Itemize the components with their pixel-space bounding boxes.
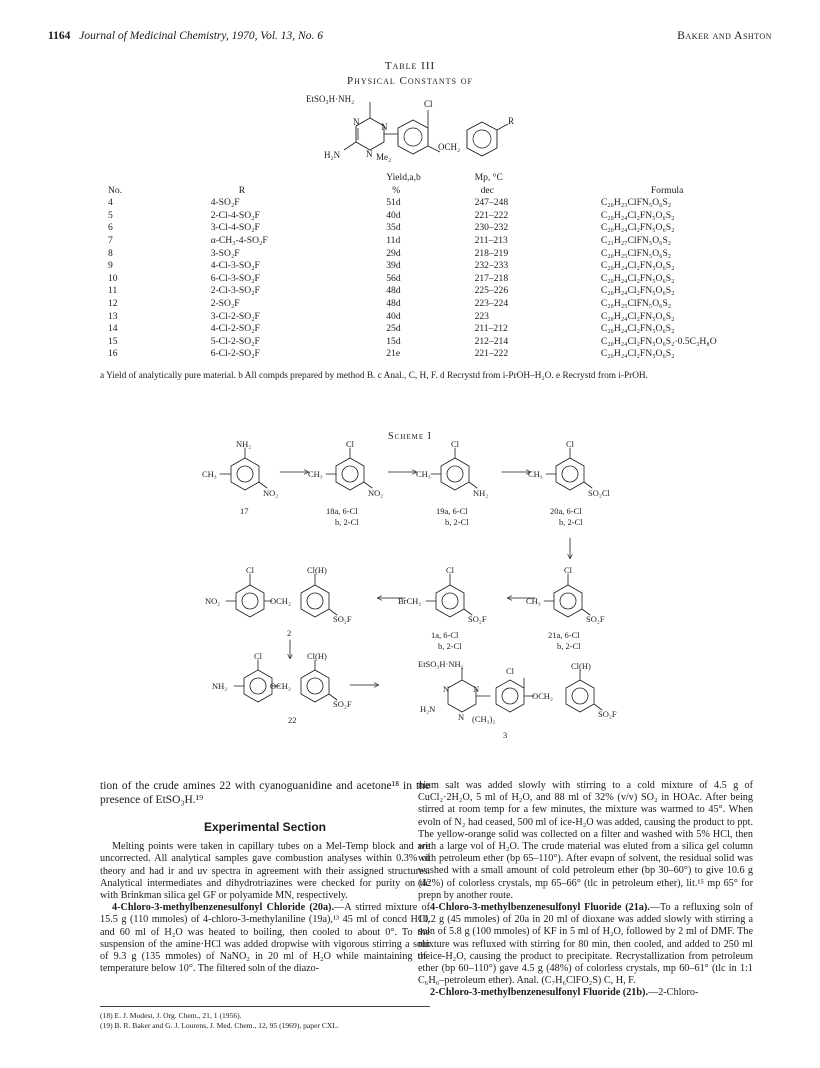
yield-header-1: Yield,a,b (386, 172, 421, 183)
row-no: 10 (108, 272, 118, 284)
row-yield: 48d (386, 297, 401, 309)
row-yield: 15d (386, 335, 401, 347)
row-mp: 221–222 (474, 348, 509, 360)
s-salt-i: EtSO₃H·NH₂ (418, 659, 464, 669)
row-no: 16 (108, 348, 118, 360)
table-title: Physical Constants of (347, 75, 473, 87)
right-para-2-head: 4-Chloro-3-methylbenzenesulfonyl Fluoride (21a). (430, 902, 650, 914)
mp-header-1: Mp, °C (474, 172, 503, 183)
row-substituent: 2-SO₂F (210, 297, 240, 309)
right-para-2-text: —To a refluxing soln of 10.2 g (45 mmoles) of 20a in 20 ml of dioxane was added slowly with stirring a soln of 5.8 g (100 mmoles) of KF in 5 ml of H₂O, followed by 2 ml of DMF. The mixture was refluxed with stirring for 80 min, then cooled, and added to 250 ml of ice-H₂O, causing the product to precipitate. Recrystallization from petroleum ether (bp 60–110°) gave 4.5 g (48%) of colorless crystals, mp 60–61° (tlc in 1:1 C₆H₆–petroleum ether). Anal. (C₇H₆ClFO₂S) C, H, F. (418, 902, 753, 987)
row-mp: 230–232 (474, 222, 509, 234)
s-c1: 1a, 6-Cl (431, 630, 459, 640)
physical-constants-table (100, 172, 820, 361)
row-no: 13 (108, 310, 118, 322)
s-nh2-a: NH₂ (236, 440, 252, 449)
row-substituent: 6-Cl-3-SO₂F (210, 272, 260, 284)
page-number: 1164 (48, 30, 71, 42)
me2-label: Me₂ (376, 152, 392, 162)
s-so2f-h: SO₂F (333, 699, 352, 709)
table-row (100, 260, 820, 273)
s-och2-i: OCH₂ (532, 691, 553, 701)
s-cl-g: Cl (564, 565, 573, 575)
row-yield: 40d (386, 310, 401, 322)
s-c19b: b, 2-Cl (445, 517, 469, 527)
h2n-label: H₂N (324, 150, 341, 160)
row-mp: 211–212 (474, 323, 508, 335)
row-substituent: 6-Cl-2-SO₂F (210, 348, 260, 360)
row-mp: 225–226 (474, 285, 509, 297)
ring-n1: N (353, 117, 360, 127)
header-authors: Baker and Ashton (677, 30, 772, 42)
row-formula: C₂₀H₂₄Cl₂FN₅O₆S₂ (600, 323, 675, 335)
r-header: R (238, 184, 246, 196)
ref-19: (19) B. R. Baker and G. J. Lourens, J. Med. Chem., 12, 95 (1969), paper CXL. (100, 1021, 339, 1030)
s-c21b: b, 2-Cl (557, 641, 581, 651)
row-yield: 40d (386, 209, 401, 221)
table-row (100, 210, 820, 223)
s-so2f-g: SO₂F (586, 614, 605, 624)
table-row (100, 336, 820, 349)
references (100, 1006, 430, 1031)
right-para-2 (418, 902, 753, 987)
s-c19: 19a, 6-Cl (436, 506, 468, 516)
s-ch3-c: CH₃ (416, 469, 431, 479)
scheme-diagram (150, 440, 680, 770)
s-ch3-g: CH₃ (526, 596, 541, 606)
mp-header-2: dec (480, 184, 494, 196)
formula-header: Formula (650, 184, 684, 196)
row-no: 5 (108, 209, 113, 221)
s-ch3-b: CH₃ (308, 469, 323, 479)
row-mp: 218–219 (474, 247, 509, 259)
row-substituent: 4-Cl-3-SO₂F (210, 260, 260, 272)
row-yield: 39d (386, 260, 401, 272)
row-yield: 11d (386, 234, 401, 246)
header-left (48, 30, 323, 42)
s-nh2-c: NH₂ (473, 488, 489, 498)
row-mp: 247–248 (474, 197, 509, 209)
right-para-3-text: —2-Chloro- (648, 987, 699, 999)
left-column (100, 780, 430, 975)
row-mp: 221–222 (474, 209, 509, 221)
row-mp: 223–224 (474, 297, 509, 309)
row-formula: C₂₀H₂₄Cl₂FN₅O₆S₂ (600, 348, 675, 360)
s-cl-e1: Cl (246, 565, 255, 575)
row-mp: 212–214 (474, 335, 509, 347)
s-brch2-f: BrCH₂ (398, 596, 422, 606)
left-para-2: Melting points were taken in capillary tubes on a Mel-Temp block and are uncorrected. All analytical samples gave combustion analyses within 0.3% of theory and had ir and uv spectra in agreement with their assigned structures. Analytical intermediates and dihydrotriazines were checked for purity on tlc with Brinkman silica gel GF or polyamide MN, respectively. (100, 841, 430, 902)
s-n-i3: N (458, 712, 465, 722)
table-row (100, 273, 820, 286)
row-yield: 25d (386, 323, 401, 335)
row-substituent: 3-Cl-4-SO₂F (210, 222, 260, 234)
row-substituent: 2-Cl-3-SO₂F (210, 285, 260, 297)
row-formula: C₂₀H₂₃ClFN₅O₆S₂ (600, 197, 672, 209)
s-cl-h1: Cl (254, 651, 263, 661)
row-yield: 48d (386, 285, 401, 297)
row-no: 4 (108, 197, 113, 209)
och2-label: OCH₂ (438, 142, 461, 152)
right-para-1: nium salt was added slowly with stirring to a cold mixture of 4.5 g of CuCl₂·2H₂O, 5 ml of H₂O, and 88 ml of 32% (v/v) SO₂ in HOAc. After being stirred at room temp for a few minutes, the mixture was warmed to 45°. When evoln of N₂ had ceased, 500 ml of ice-H₂O was added, causing the product to ppt. The yellow-orange solid was collected on a filter and washed with 5% HCl, then with a large vol of H₂O. The crude material was eluted from a silica gel column with petroleum ether (bp 65–110°). After evapn of solvent, the residual solid was washed with a small amount of cold petroleum ether (bp 30–60°) to give 10.6 g (42%) of colorless crystals, mp 65–66° (tlc in petroleum ether), lit.¹⁵ mp 65° for prepn by another route. (418, 780, 753, 901)
row-mp: 217–218 (474, 272, 509, 284)
s-c21: 21a, 6-Cl (548, 630, 580, 640)
table-row (100, 248, 820, 261)
table-header-row-1 (100, 172, 820, 185)
table-row (100, 197, 820, 210)
s-no2-e: NO₂ (205, 596, 221, 606)
row-no: 6 (108, 222, 113, 234)
s-cl-b: Cl (346, 440, 355, 449)
table-footnote: a Yield of analytically pure material. b All compds prepared by method B. c Anal., C, H, F. d Recrystd from i-PrOH–H₂O. e Recrystd from i-PrOH. (100, 371, 648, 381)
s-cl-i1: Cl (506, 666, 515, 676)
row-formula: C₂₀H₂₄Cl₂FN₅O₆S₂ (600, 222, 675, 234)
ref-18: (18) E. J. Modest, J. Org. Chem., 21, 1 (1956). (100, 1011, 242, 1020)
table-row (100, 323, 820, 336)
s-cl-f: Cl (446, 565, 455, 575)
no-header: No. (108, 184, 123, 196)
row-mp: 211–213 (474, 234, 508, 246)
row-yield: 29d (386, 247, 401, 259)
s-n-i2: N (473, 684, 480, 694)
s-c22: 22 (288, 715, 297, 725)
s-me-i: (CH₃)₂ (472, 714, 496, 724)
table-row (100, 311, 820, 324)
table-row (100, 285, 820, 298)
row-substituent: 4-Cl-2-SO₂F (210, 323, 260, 335)
table-row (100, 222, 820, 235)
row-substituent: 2-Cl-4-SO₂F (210, 209, 260, 221)
row-substituent: 5-Cl-2-SO₂F (210, 335, 260, 347)
row-formula: C₂₀H₂₄Cl₂FN₅O₆S₂ (600, 209, 675, 221)
running-header (48, 30, 772, 48)
table-structure (300, 90, 530, 168)
cl-label: Cl (424, 99, 433, 109)
ring-n2: N (381, 122, 388, 132)
s-cl-d: Cl (566, 440, 575, 449)
row-formula: C₂₀H₂₄Cl₂FN₅O₆S₂ (600, 272, 675, 284)
row-substituent: α-CH₃-4-SO₂F (210, 234, 268, 246)
s-h2n-i: H₂N (420, 704, 436, 714)
row-formula: C₂₀H₂₄Cl₂FN₅O₆S₂·0.5C₃H₈O (600, 335, 717, 347)
s-ch3-a: CH₃ (202, 469, 217, 479)
row-formula: C₂₀H₂₅ClFN₅O₆S₂ (600, 297, 672, 309)
row-substituent: 3-SO₂F (210, 247, 240, 259)
row-no: 12 (108, 297, 118, 309)
left-intro: tion of the crude amines 22 with cyanoguanidine and acetone¹⁸ in the presence of EtSO₃H.¹⁹ (100, 780, 430, 806)
row-formula: C₂₀H₂₄Cl₂FN₅O₆S₂ (600, 260, 675, 272)
row-no: 15 (108, 335, 118, 347)
table-row (100, 348, 820, 361)
s-och2-e: OCH₂ (270, 596, 291, 606)
s-c20b: b, 2-Cl (559, 517, 583, 527)
right-para-3-head: 2-Chloro-3-methylbenzenesulfonyl Fluoride (21b). (430, 987, 648, 999)
s-c18: 18a, 6-Cl (326, 506, 358, 516)
row-formula: C₂₀H₂₄Cl₂FN₅O₆S₂ (600, 285, 675, 297)
s-ch3-d: CH₃ (528, 469, 543, 479)
row-no: 9 (108, 260, 113, 272)
row-no: 11 (108, 285, 118, 297)
s-so2f-i: SO₂F (598, 709, 617, 719)
s-no2-b: NO₂ (368, 488, 384, 498)
s-cl-i2: Cl(H) (571, 661, 591, 671)
s-c1b: b, 2-Cl (438, 641, 462, 651)
row-yield: 51d (386, 197, 401, 209)
s-so2f-f: SO₂F (468, 614, 487, 624)
s-cl-h2: Cl(H) (307, 651, 327, 661)
row-no: 14 (108, 323, 118, 335)
row-mp: 232–233 (474, 260, 509, 272)
s-no2-a: NO₂ (263, 488, 279, 498)
row-formula: C₂₀H₂₄Cl₂FN₅O₆S₂ (600, 310, 675, 322)
table-header-row-2 (100, 185, 820, 198)
right-column (418, 780, 753, 1000)
s-c17: 17 (240, 506, 249, 516)
row-yield: 21e (386, 348, 401, 360)
row-mp: 223 (474, 310, 489, 322)
s-cl-e2: Cl(H) (307, 565, 327, 575)
s-so2cl-d: SO₂Cl (588, 488, 610, 498)
row-no: 8 (108, 247, 113, 259)
r-label: R (508, 116, 515, 126)
s-c3: 3 (503, 730, 508, 740)
row-no: 7 (108, 234, 113, 246)
row-yield: 35d (386, 222, 401, 234)
right-para-3 (418, 987, 753, 999)
table-row (100, 235, 820, 248)
s-nh2-h: NH₂ (212, 681, 228, 691)
s-och2-h: OCH₂ (270, 681, 291, 691)
s-n-i1: N (443, 684, 450, 694)
section-title: Experimental Section (203, 820, 327, 834)
row-formula: C₂₁H₂₇ClFN₅O₆S₂ (600, 234, 672, 246)
table-row (100, 298, 820, 311)
left-para-3-text: —A stirred mixture of 15.5 g (110 mmoles) of 4-chloro-3-methylaniline (19a),¹³ 45 ml of concd HCl, and 60 ml of H₂O was heated to boiling, then cooled to about 0°. To the suspension of the amine·HCl was added dropwise with vigorous stirring a soln of 9.3 g (135 mmoles) of NaNO₂ in 20 ml of H₂O while maintaining the temperature below 10°. The filtered soln of the diazo- (100, 902, 430, 975)
s-c2: 2 (287, 628, 292, 638)
s-cl-c: Cl (451, 440, 460, 449)
s-c20: 20a, 6-Cl (550, 506, 582, 516)
row-yield: 56d (386, 272, 401, 284)
scheme-title: Scheme I (388, 431, 432, 442)
table-label: Table III (384, 60, 436, 72)
s-so2f-e: SO₂F (333, 614, 352, 624)
journal-citation: Journal of Medicinal Chemistry, 1970, Vol. 13, No. 6 (79, 30, 323, 42)
row-substituent: 4-SO₂F (210, 197, 240, 209)
ring-n3: N (366, 149, 373, 159)
yield-header-2: % (392, 184, 401, 196)
salt-label: EtSO₃H·NH₂ (306, 94, 355, 104)
row-formula: C₂₀H₂₅ClFN₅O₆S₂ (600, 247, 672, 259)
left-para-3 (100, 902, 430, 975)
s-c18b: b, 2-Cl (335, 517, 359, 527)
left-para-3-head: 4-Chloro-3-methylbenzenesulfonyl Chloride (20a). (112, 902, 334, 914)
row-substituent: 3-Cl-2-SO₂F (210, 310, 260, 322)
